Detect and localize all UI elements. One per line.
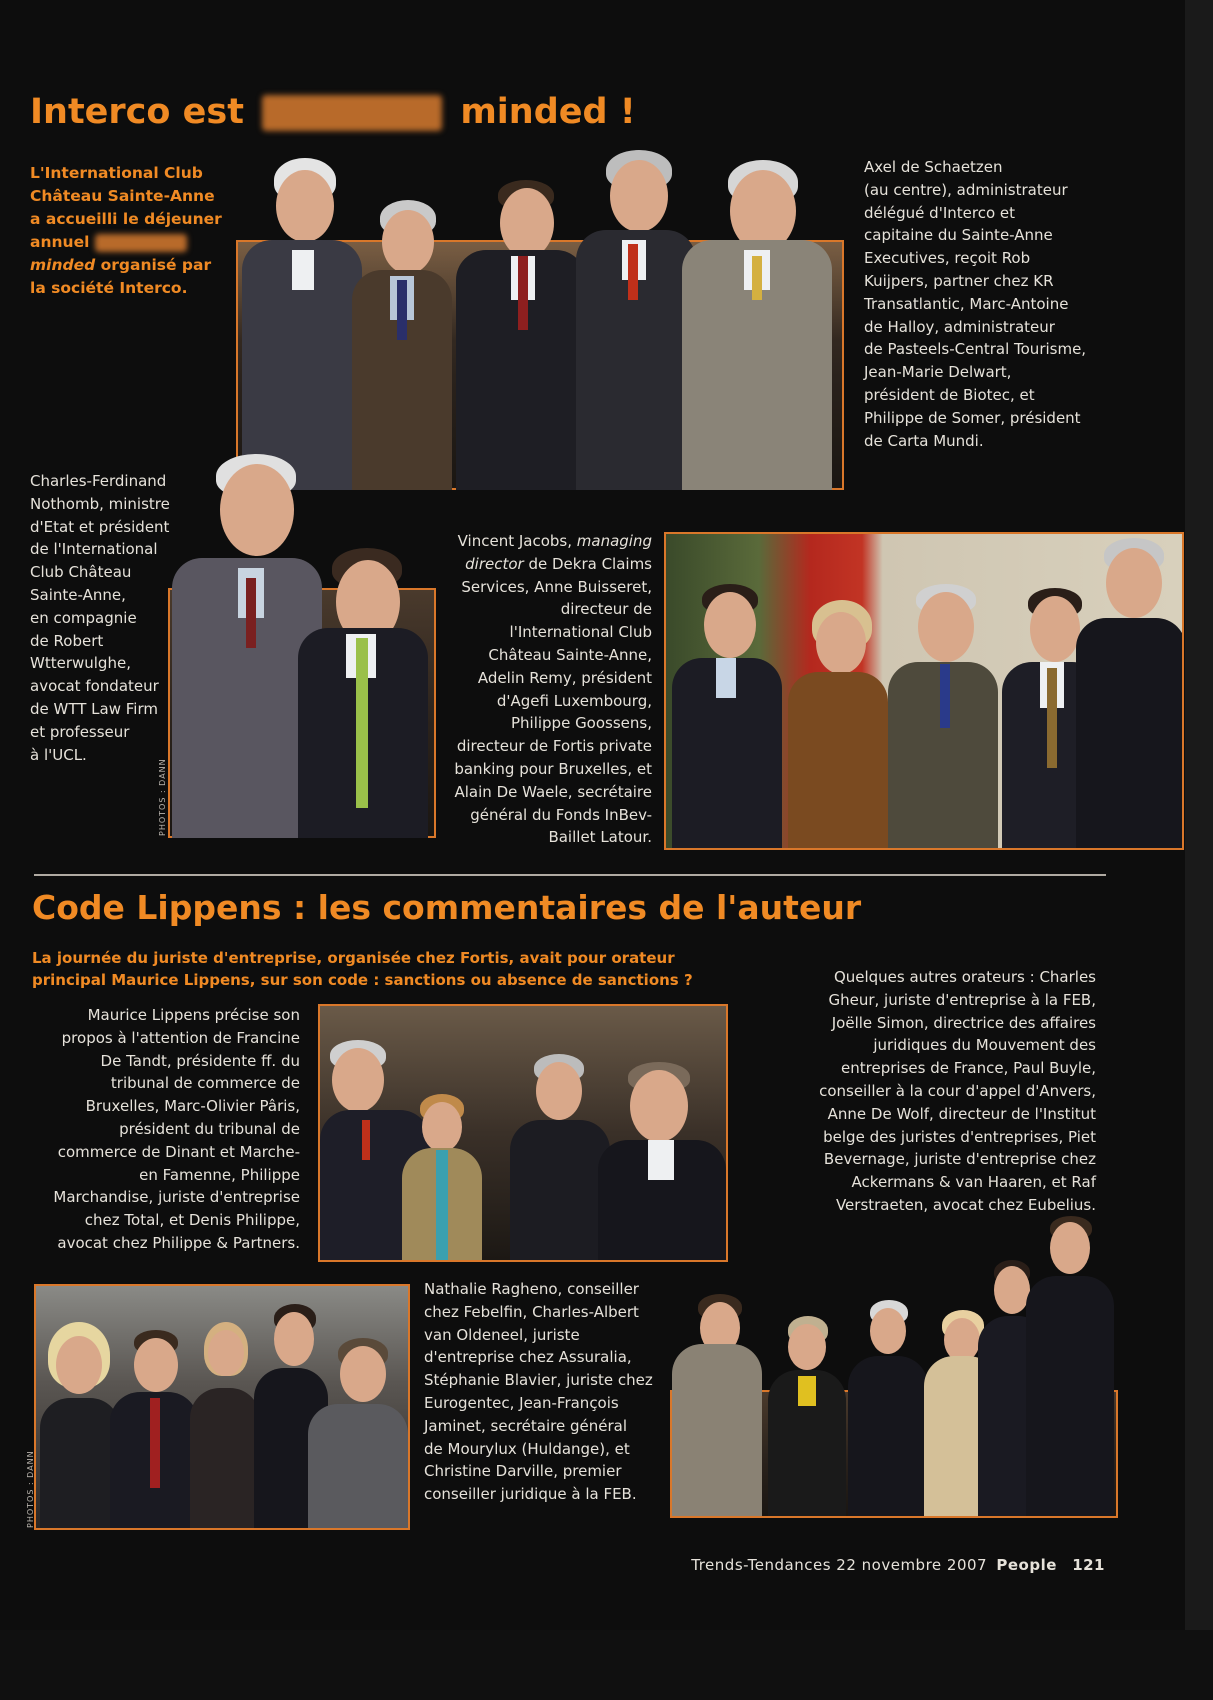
photo-two-men-figures [168,450,436,838]
person [888,580,998,848]
photo-credit: PHOTOS : DANN [26,1450,35,1528]
article1-lead [30,162,230,300]
lead-line: a accueilli le déjeuner [30,210,222,228]
person [242,150,362,490]
person [298,508,428,838]
lead-line: la société Interco. [30,279,188,297]
person [510,1050,610,1260]
publication-date: Trends-Tendances 22 novembre 2007 [691,1556,988,1574]
person [402,1090,482,1260]
caption-other-speakers: Quelques autres orateurs : Charles Gheur, juriste d'entreprise à la FEB, Joëlle Simon, directrice des affaires juridiques du Mouvement des entreprises de France, Paul Buyle, conseiller à la cour d'appel d'Anvers, Anne De Wolf, directeur de l'Institut belge des juristes d'entreprises, Piet Bevernage, juriste d'entreprise chez Ackermans & van Haaren, et Raf Verstraeten, avocat chez Eubelius. [819,968,1096,1214]
title-start: Interco est [30,92,244,132]
redacted-word [262,95,442,131]
section-name: People [996,1556,1057,1574]
page-footer [691,1556,1105,1574]
caption-photo-bottom-right: Nathalie Ragheno, conseiller chez Febelfin, Charles-Albert van Oldeneel, juriste d'entreprise chez Assuralia, Stéphanie Blavier, juriste chez Eurogentec, Jean-François Jaminet, secrétaire général de Mourylux (Huldange), et Christine Darville, premier conseiller juridique à la FEB. [424,1280,653,1504]
caption-photo-five-people: Vincent Jacobs, managing director de Dekra Claims Services, Anne Buisseret, directeur de l'International Club Château Sainte-Anne, Adelin Remy, président d'Agefi Luxembourg, Philippe Goossens, directeur de Fortis private banking pour Bruxelles, et Alain De Waele, secrétaire général du Fonds InBev- Baillet Latour. [454,532,652,847]
lead-line: L'International Club [30,164,203,182]
photo-credit: PHOTOS : DANN [158,758,167,836]
person [1026,1216,1114,1516]
photo-five-people [664,532,1184,850]
title-end: minded ! [460,92,636,132]
section-divider [34,874,1106,876]
person [190,1322,260,1528]
person [352,160,452,490]
photo-bottom-right-group-figures [672,1210,1116,1516]
redacted-word [95,234,187,252]
person [788,598,888,848]
person [576,150,696,490]
person [1076,538,1184,848]
page-number: 121 [1072,1556,1105,1574]
person [768,1316,846,1516]
lead-line: annuel [30,231,230,254]
caption-photo-lippens: Maurice Lippens précise son propos à l'attention de Francine De Tandt, présidente ff. du tribunal de commerce de Bruxelles, Marc-Olivier Pâris, président du tribunal de commerce de Dinant et Marche- en Famenne, Philippe Marchandise, juriste d'entreprise chez Total, et Denis Philippe, avocat chez Philippe & Partners. [53,1006,300,1252]
article2-lead: La journée du juriste d'entreprise, organisée chez Fortis, avait pour orateur principal Maurice Lippens, sur son code : sanctions ou absence de sanctions ? [32,949,693,989]
person [672,1230,762,1516]
caption-photo-two-men: Charles-Ferdinand Nothomb, ministre d'Etat et président de l'International Club Château Sainte-Anne, en compagnie de Robert Wtterwulghe, avocat fondateur de WTT Law Firm et professeur à l'UCL. [30,472,170,764]
page-bottom-edge [0,1630,1213,1700]
person [110,1328,198,1528]
photo-group-five-men-figures [236,150,844,490]
person [682,150,832,490]
photo-bottom-left-group [34,1284,410,1530]
person [456,160,586,490]
person [40,1322,120,1528]
photo-lippens [318,1004,728,1262]
person [308,1338,408,1528]
article1-title [30,92,636,132]
person [848,1300,928,1516]
lead-line: Château Sainte-Anne [30,187,215,205]
caption-photo-five-men: Axel de Schaetzen (au centre), administrateur délégué d'Interco et capitaine du Sainte-Anne Executives, reçoit Rob Kuijpers, partner chez KR Transatlantic, Marc-Antoine de Halloy, administrateur de Pasteels-Central Tourisme, Jean-Marie Delwart, président de Biotec, et Philippe de Somer, président de Carta Mundi. [864,158,1087,450]
lead-line: minded organisé par [30,256,212,274]
page-edge [1185,0,1213,1700]
article2-title: Code Lippens : les commentaires de l'auteur [32,888,862,927]
person [672,576,782,848]
